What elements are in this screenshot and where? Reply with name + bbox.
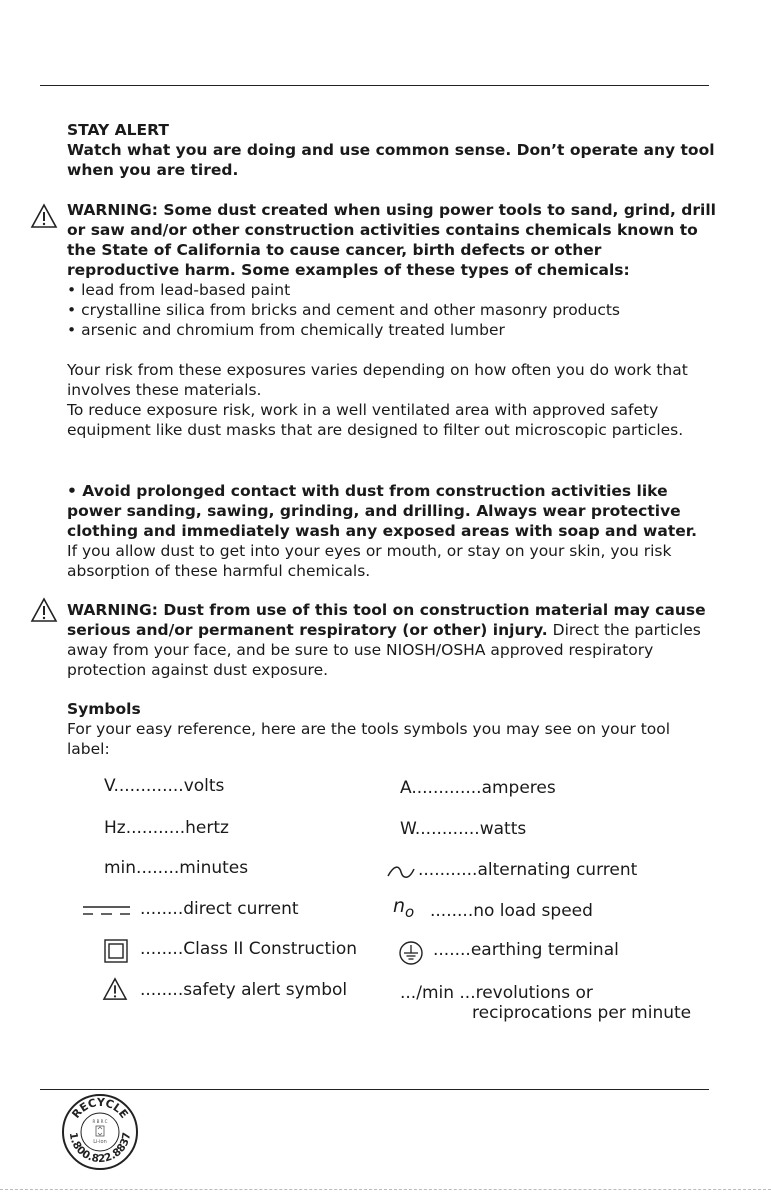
warning-triangle-icon — [30, 597, 58, 623]
stay-alert-title: STAY ALERT — [67, 121, 169, 139]
alternating-current-icon — [386, 866, 416, 880]
no-load-subscript: o — [405, 902, 415, 921]
safety-alert-icon — [102, 977, 128, 1001]
stay-alert-body: Watch what you are doing and use common sense. Don’t operate any tool when you are tired. — [67, 141, 715, 179]
svg-text:R B R C: R B R C — [92, 1119, 108, 1124]
class-ii-icon — [104, 939, 128, 963]
symbol-volts: V.............volts — [104, 776, 225, 796]
list-item: • crystalline silica from bricks and cement and other masonry products — [67, 301, 621, 319]
symbol-class-ii: ........Class II Construction — [140, 939, 358, 959]
list-item: • arsenic and chromium from chemically treated lumber — [67, 321, 505, 339]
page-edge — [0, 1189, 771, 1190]
no-load-n: n — [393, 895, 406, 917]
warning-triangle-icon — [30, 203, 58, 229]
symbol-direct-current: ........direct current — [140, 899, 299, 919]
risk-section — [67, 360, 717, 440]
symbols-section — [67, 699, 717, 759]
avoid-bold-text: • Avoid prolonged contact with dust from construction activities like power sanding, sawing, grinding, and drilling. Always wear protective clothing and immediately wash any exposed areas with soap and water. — [67, 482, 698, 540]
symbol-alternating-current: ...........alternating current — [418, 860, 638, 880]
symbol-earthing-terminal: .......earthing terminal — [433, 940, 619, 960]
svg-text:1.800.822.8837: 1.800.822.8837 — [66, 1131, 134, 1166]
warning-dust-bold: WARNING: Dust from use of this tool on construction material may cause serious and/or permanent respiratory (or other) injury. — [67, 601, 706, 639]
svg-text:Li-ion: Li-ion — [93, 1139, 107, 1145]
symbol-minutes: min........minutes — [104, 858, 249, 878]
symbols-title: Symbols — [67, 700, 141, 718]
avoid-section — [67, 481, 717, 581]
recycle-seal-logo — [60, 1092, 140, 1172]
warning-chemicals-section — [67, 200, 717, 340]
warning-dust-section — [67, 600, 717, 680]
risk-paragraph: Your risk from these exposures varies depending on how often you do work that involves these materials. — [67, 361, 688, 399]
earthing-terminal-icon — [398, 940, 424, 966]
top-rule — [40, 85, 709, 86]
bottom-rule — [40, 1089, 709, 1090]
warning-chemicals-text: WARNING: Some dust created when using power tools to sand, grind, drill or saw and/or other construction activities contains chemicals known to the State of California to cause cancer, birth defects or other reproductive harm. Some examples of these types of chemicals: — [67, 201, 716, 279]
warning-dust-text: Direct the particles away from your face, and be sure to use NIOSH/OSHA approved respiratory protection against dust exposure. — [67, 621, 701, 679]
no-load-speed-icon — [393, 896, 414, 922]
svg-text:RECYCLE: RECYCLE — [69, 1095, 131, 1121]
symbols-intro: For your easy reference, here are the tools symbols you may see on your tool label: — [67, 720, 671, 758]
avoid-text: If you allow dust to get into your eyes or mouth, or stay on your skin, you risk absorption of these harmful chemicals. — [67, 542, 672, 580]
symbol-safety-alert: ........safety alert symbol — [140, 980, 348, 1000]
exposure-paragraph: To reduce exposure risk, work in a well ventilated area with approved safety equipment like dust masks that are designed to filter out microscopic particles. — [67, 401, 684, 439]
symbol-watts: W............watts — [400, 819, 527, 839]
symbol-reciprocations: reciprocations per minute — [472, 1003, 692, 1023]
direct-current-icon — [82, 905, 132, 917]
list-item: • lead from lead-based paint — [67, 281, 291, 299]
symbol-amperes: A.............amperes — [400, 778, 556, 798]
symbol-revolutions: .../min ...revolutions or — [400, 983, 593, 1003]
symbol-no-load-speed: ........no load speed — [430, 901, 593, 921]
stay-alert-section — [67, 120, 717, 180]
symbol-hertz: Hz...........hertz — [104, 818, 229, 838]
